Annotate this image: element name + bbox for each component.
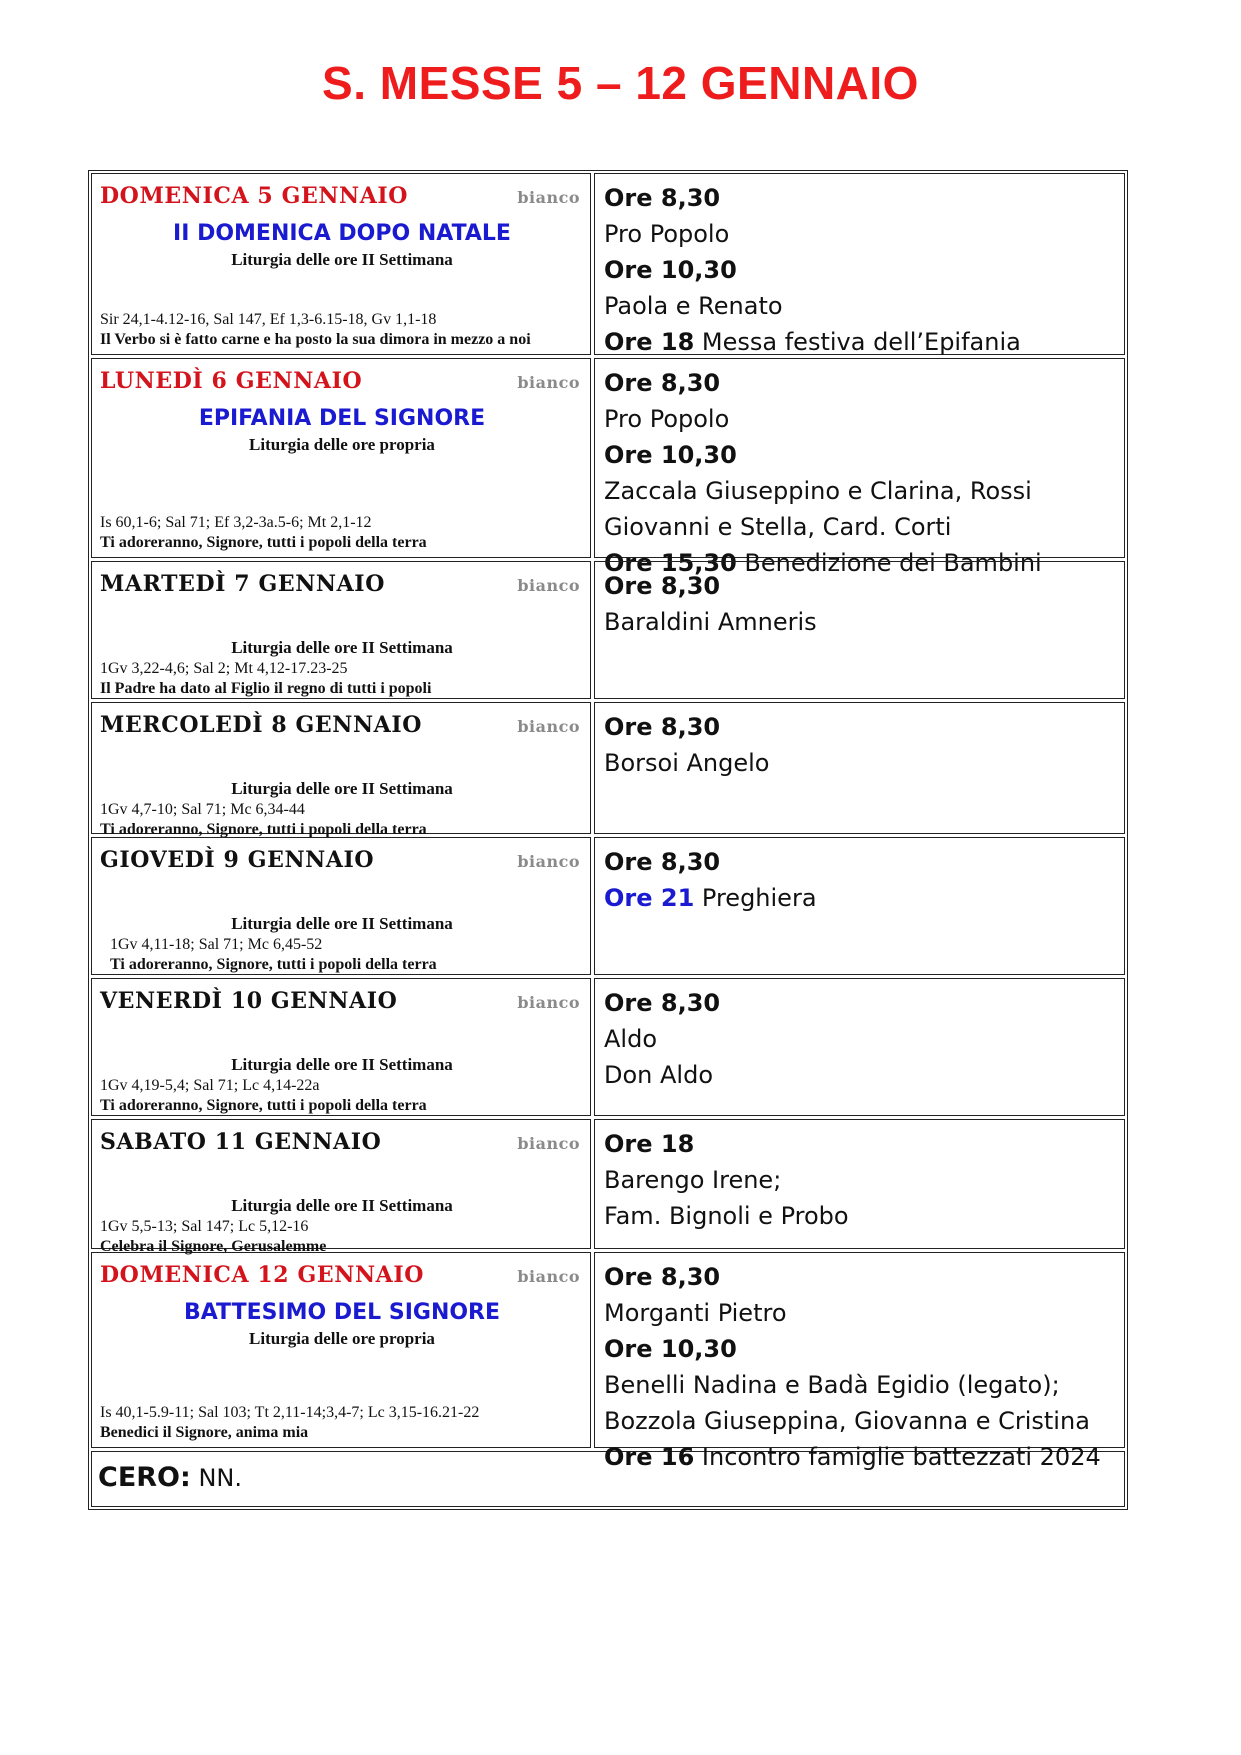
liturgy-cell bbox=[91, 837, 591, 975]
day-header bbox=[100, 183, 584, 209]
mass-line bbox=[604, 880, 1116, 916]
mass-line bbox=[604, 1331, 1116, 1367]
mass-time: Ore 8,30 bbox=[604, 989, 721, 1017]
mass-line bbox=[604, 324, 1116, 360]
day-row bbox=[91, 837, 1125, 975]
mass-intention: Barengo Irene; bbox=[604, 1166, 782, 1194]
readings-reference: 1Gv 4,11-18; Sal 71; Mc 6,45-52 bbox=[110, 936, 323, 953]
mass-line bbox=[604, 473, 1116, 509]
mass-times-cell bbox=[594, 837, 1125, 975]
liturgy-hours: Liturgia delle ore propria bbox=[249, 1329, 435, 1348]
liturgy-cell bbox=[91, 978, 591, 1116]
liturgy-cell bbox=[91, 702, 591, 838]
psalm-refrain: Celebra il Signore, Gerusalemme bbox=[100, 1238, 327, 1255]
day-title: SABATO 11 GENNAIO bbox=[100, 1129, 382, 1155]
mass-time: Ore 18 bbox=[604, 328, 695, 356]
day-row bbox=[91, 358, 1125, 577]
liturgical-color-tag: bianco bbox=[517, 1134, 580, 1153]
mass-line bbox=[604, 1403, 1116, 1439]
liturgy-cell bbox=[91, 1252, 591, 1448]
mass-line bbox=[604, 1126, 1116, 1162]
mass-time: Ore 10,30 bbox=[604, 441, 737, 469]
readings-reference: Is 60,1-6; Sal 71; Ef 3,2-3a.5-6; Mt 2,1-12 bbox=[100, 514, 372, 531]
mass-time: Ore 8,30 bbox=[604, 369, 721, 397]
mass-line bbox=[604, 985, 1116, 1021]
mass-line bbox=[604, 1162, 1116, 1198]
day-header bbox=[100, 712, 584, 738]
mass-intention: Incontro famiglie battezzati 2024 bbox=[694, 1443, 1101, 1471]
feast-title: II DOMENICA DOPO NATALE bbox=[173, 221, 511, 246]
mass-intention: Pro Popolo bbox=[604, 405, 730, 433]
readings-reference: Is 40,1-5.9-11; Sal 103; Tt 2,11-14;3,4-7; Lc 3,15-16.21-22 bbox=[100, 1404, 480, 1421]
day-header bbox=[100, 1129, 584, 1155]
mass-time: Ore 8,30 bbox=[604, 184, 721, 212]
readings-block bbox=[100, 310, 584, 350]
mass-times-cell bbox=[594, 173, 1125, 355]
day-title: MERCOLEDÌ 8 GENNAIO bbox=[100, 712, 423, 738]
page-title: S. MESSE 5 – 12 GENNAIO bbox=[322, 57, 919, 109]
readings-block bbox=[100, 1076, 584, 1116]
mass-time: Ore 8,30 bbox=[604, 1263, 721, 1291]
mass-line bbox=[604, 252, 1116, 288]
liturgy-hours: Liturgia delle ore II Settimana bbox=[231, 250, 453, 269]
liturgy-cell bbox=[91, 358, 591, 558]
day-title: MARTEDÌ 7 GENNAIO bbox=[100, 571, 385, 597]
mass-line bbox=[604, 1259, 1116, 1295]
mass-times-cell bbox=[594, 358, 1125, 577]
mass-intention: Benelli Nadina e Badà Egidio (legato); bbox=[604, 1371, 1060, 1399]
mass-line bbox=[604, 745, 1116, 781]
mass-line bbox=[604, 216, 1116, 252]
liturgy-hours: Liturgia delle ore II Settimana bbox=[231, 1196, 453, 1215]
liturgical-color-tag: bianco bbox=[517, 188, 580, 207]
mass-intention: Aldo bbox=[604, 1025, 658, 1053]
readings-block bbox=[100, 800, 584, 840]
psalm-refrain: Il Verbo si è fatto carne e ha posto la sua dimora in mezzo a noi bbox=[100, 331, 531, 348]
mass-intention: Morganti Pietro bbox=[604, 1299, 787, 1327]
cero-value: NN. bbox=[190, 1464, 242, 1492]
mass-intention: Borsoi Angelo bbox=[604, 749, 770, 777]
day-row bbox=[91, 561, 1125, 699]
mass-times-cell bbox=[594, 561, 1125, 699]
mass-line bbox=[604, 1295, 1116, 1331]
mass-times-cell bbox=[594, 702, 1125, 834]
mass-time: Ore 8,30 bbox=[604, 713, 721, 741]
mass-intention: Zaccala Giuseppino e Clarina, Rossi bbox=[604, 477, 1032, 505]
feast-title: BATTESIMO DEL SIGNORE bbox=[183, 1300, 501, 1325]
mass-intention: Bozzola Giuseppina, Giovanna e Cristina bbox=[604, 1407, 1090, 1435]
mass-times-cell bbox=[594, 1252, 1125, 1471]
mass-intention: Giovanni e Stella, Card. Corti bbox=[604, 513, 952, 541]
liturgy-hours: Liturgia delle ore propria bbox=[249, 435, 435, 454]
day-title: DOMENICA 5 GENNAIO bbox=[100, 183, 409, 209]
day-row bbox=[91, 173, 1125, 355]
mass-intention: Messa festiva dell’Epifania bbox=[694, 328, 1021, 356]
liturgy-cell bbox=[91, 561, 591, 699]
day-title: LUNEDÌ 6 GENNAIO bbox=[100, 368, 363, 394]
liturgy-cell bbox=[91, 173, 591, 355]
day-header bbox=[100, 1262, 584, 1288]
day-header bbox=[100, 571, 584, 597]
mass-times-cell bbox=[594, 1119, 1125, 1249]
day-title: DOMENICA 12 GENNAIO bbox=[100, 1262, 424, 1288]
readings-block bbox=[100, 1217, 584, 1257]
liturgical-color-tag: bianco bbox=[517, 576, 580, 595]
day-row bbox=[91, 978, 1125, 1116]
readings-block bbox=[100, 513, 584, 553]
mass-time: Ore 15,30 bbox=[604, 549, 737, 577]
psalm-refrain: Ti adoreranno, Signore, tutti i popoli della terra bbox=[100, 534, 427, 551]
liturgical-color-tag: bianco bbox=[517, 852, 580, 871]
mass-time: Ore 18 bbox=[604, 1130, 695, 1158]
day-header bbox=[100, 988, 584, 1014]
mass-intention: Paola e Renato bbox=[604, 292, 783, 320]
psalm-refrain: Ti adoreranno, Signore, tutti i popoli della terra bbox=[100, 1097, 427, 1114]
day-title: VENERDÌ 10 GENNAIO bbox=[100, 988, 398, 1014]
readings-reference: 1Gv 3,22-4,6; Sal 2; Mt 4,12-17.23-25 bbox=[100, 660, 348, 677]
readings-block bbox=[100, 935, 584, 975]
mass-line bbox=[604, 1057, 1116, 1093]
mass-time: Ore 8,30 bbox=[604, 572, 721, 600]
mass-line bbox=[604, 1439, 1116, 1475]
feast-title: EPIFANIA DEL SIGNORE bbox=[198, 406, 486, 431]
liturgical-color-tag: bianco bbox=[517, 993, 580, 1012]
mass-line bbox=[604, 604, 1116, 640]
mass-line bbox=[604, 709, 1116, 745]
day-header bbox=[100, 368, 584, 394]
mass-line bbox=[604, 1198, 1116, 1234]
mass-line bbox=[604, 401, 1116, 437]
mass-intention: Baraldini Amneris bbox=[604, 608, 817, 636]
psalm-refrain: Benedici il Signore, anima mia bbox=[100, 1424, 309, 1441]
psalm-refrain: Il Padre ha dato al Figlio il regno di tutti i popoli bbox=[100, 680, 432, 697]
mass-intention: Fam. Bignoli e Probo bbox=[604, 1202, 849, 1230]
liturgical-color-tag: bianco bbox=[517, 717, 580, 736]
psalm-refrain: Ti adoreranno, Signore, tutti i popoli della terra bbox=[100, 821, 427, 838]
cero-label: CERO: bbox=[98, 1462, 191, 1493]
mass-line bbox=[604, 365, 1116, 401]
liturgy-hours: Liturgia delle ore II Settimana bbox=[231, 638, 453, 657]
readings-block bbox=[100, 1403, 584, 1443]
mass-line bbox=[604, 568, 1116, 604]
mass-intention: Preghiera bbox=[694, 884, 817, 912]
mass-schedule-table bbox=[88, 170, 1128, 1510]
liturgy-hours: Liturgia delle ore II Settimana bbox=[231, 1055, 453, 1074]
mass-line bbox=[604, 437, 1116, 473]
day-row bbox=[91, 702, 1125, 838]
mass-times-cell bbox=[594, 978, 1125, 1116]
readings-block bbox=[100, 659, 584, 699]
liturgical-color-tag: bianco bbox=[517, 1267, 580, 1286]
mass-time: Ore 10,30 bbox=[604, 1335, 737, 1363]
day-row bbox=[91, 1119, 1125, 1255]
mass-line bbox=[604, 509, 1116, 545]
mass-line bbox=[604, 1021, 1116, 1057]
readings-reference: 1Gv 4,7-10; Sal 71; Mc 6,34-44 bbox=[100, 801, 305, 818]
mass-line bbox=[604, 1367, 1116, 1403]
liturgy-cell bbox=[91, 1119, 591, 1255]
mass-time: Ore 8,30 bbox=[604, 848, 721, 876]
mass-intention: Don Aldo bbox=[604, 1061, 714, 1089]
mass-time: Ore 10,30 bbox=[604, 256, 737, 284]
day-title: GIOVEDÌ 9 GENNAIO bbox=[100, 847, 375, 873]
mass-line bbox=[604, 180, 1116, 216]
readings-reference: 1Gv 4,19-5,4; Sal 71; Lc 4,14-22a bbox=[100, 1077, 320, 1094]
mass-time: Ore 16 bbox=[604, 1443, 695, 1471]
psalm-refrain: Ti adoreranno, Signore, tutti i popoli della terra bbox=[110, 956, 437, 973]
mass-intention: Pro Popolo bbox=[604, 220, 730, 248]
liturgy-hours: Liturgia delle ore II Settimana bbox=[231, 779, 453, 798]
mass-intention: Benedizione dei Bambini bbox=[736, 549, 1042, 577]
readings-reference: Sir 24,1-4.12-16, Sal 147, Ef 1,3-6.15-18, Gv 1,1-18 bbox=[100, 311, 437, 328]
liturgy-hours: Liturgia delle ore II Settimana bbox=[231, 914, 453, 933]
mass-line bbox=[604, 288, 1116, 324]
day-row bbox=[91, 1252, 1125, 1471]
liturgical-color-tag: bianco bbox=[517, 373, 580, 392]
mass-time: Ore 21 bbox=[604, 884, 695, 912]
day-header bbox=[100, 847, 584, 873]
mass-line bbox=[604, 844, 1116, 880]
readings-reference: 1Gv 5,5-13; Sal 147; Lc 5,12-16 bbox=[100, 1218, 309, 1235]
